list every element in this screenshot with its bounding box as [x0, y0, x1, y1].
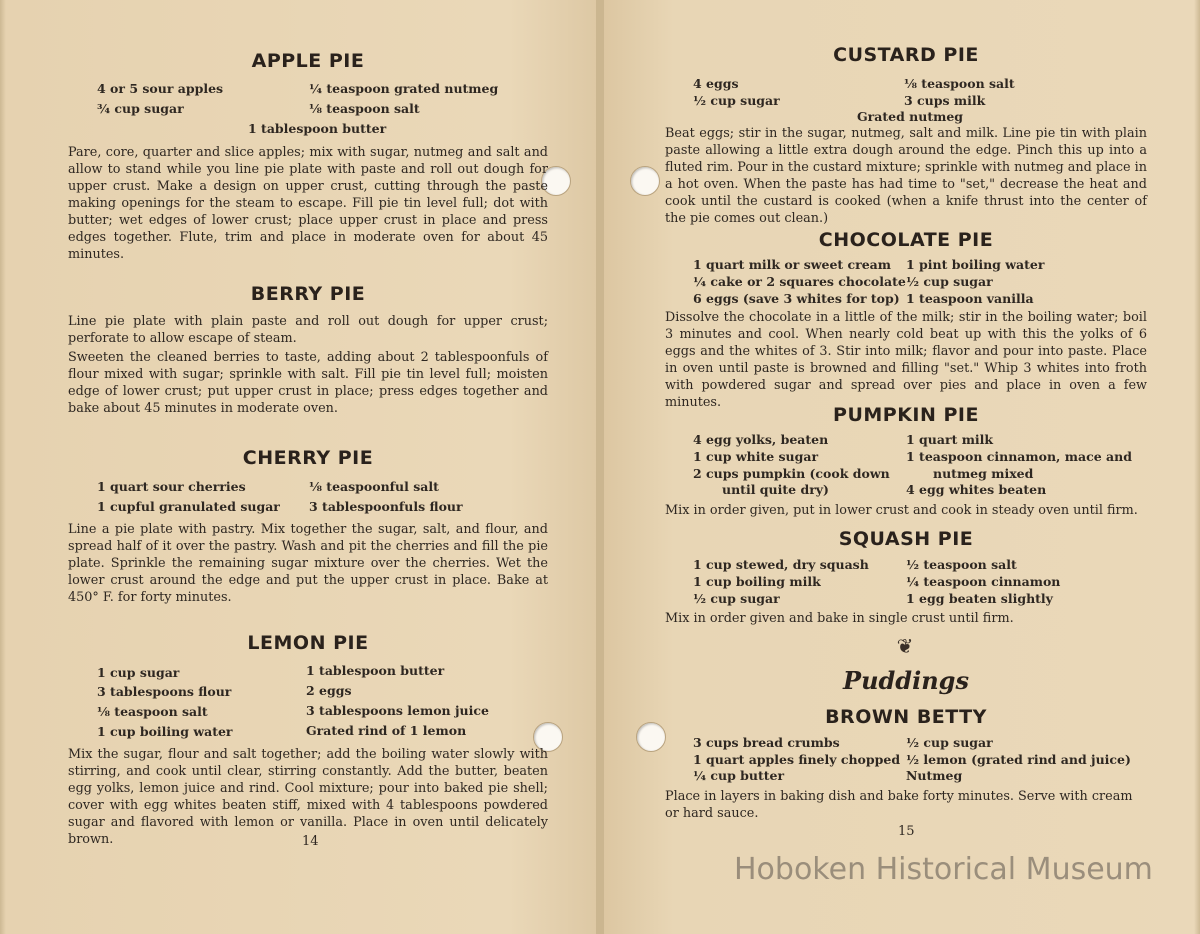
- ingredient: Nutmeg: [906, 768, 963, 783]
- section-title-puddings: Puddings: [843, 666, 969, 695]
- ingredient: ¼ cup butter: [693, 768, 785, 783]
- page-edge: [0, 0, 6, 934]
- ingredient: ¼ teaspoon grated nutmeg: [309, 81, 499, 96]
- ingredient: 4 eggs: [693, 76, 739, 91]
- ingredient: ⅛ teaspoon salt: [97, 704, 208, 719]
- recipe-title-chocolate-pie: CHOCOLATE PIE: [818, 229, 994, 251]
- ingredient: 1 tablespoon butter: [306, 663, 445, 678]
- recipe-title-pumpkin-pie: PUMPKIN PIE: [833, 404, 979, 426]
- ingredient: 1 quart milk or sweet cream: [693, 257, 892, 272]
- ingredient: 1 egg beaten slightly: [906, 591, 1053, 606]
- ingredient: 1 teaspoon vanilla: [906, 291, 1034, 306]
- ingredient: 3 tablespoons lemon juice: [306, 703, 489, 718]
- ingredient: ½ lemon (grated rind and juice): [906, 752, 1131, 767]
- ingredient: 3 tablespoons flour: [97, 684, 232, 699]
- recipe-method: Dissolve the chocolate in a little of the milk; stir in the boiling water; boil 3 minutes and cool. When nearly cold beat up with this the yolks of 6 eggs and the whites of 3. Stir into milk; flavor and pour into paste. Place in oven until paste is browned and filling "set." Whip 3 whites into froth with powdered sugar and spread over pies and place in oven a few minutes.: [665, 310, 1147, 410]
- ingredient: 1 cup white sugar: [693, 449, 819, 464]
- ingredient: ½ teaspoon salt: [906, 557, 1017, 572]
- ingredient: Grated rind of 1 lemon: [306, 723, 467, 738]
- ingredient: ½ cup sugar: [906, 274, 993, 289]
- recipe-method: Pare, core, quarter and slice apples; mix with sugar, nutmeg and salt and allow to stand while you line pie plate with paste and roll out dough for upper crust. Make a design on upper crust, cutting through the paste making openings for the steam to escape. Fill pie tin level full; dot with butter; wet edges of lower crust; place upper crust in place and press edges together. Flute, trim and place in moderate oven for about 45 minutes.: [68, 145, 548, 262]
- ingredient: 4 egg yolks, beaten: [693, 432, 829, 447]
- recipe-title-berry-pie: BERRY PIE: [250, 283, 366, 305]
- ingredient: ½ cup sugar: [693, 591, 780, 606]
- ingredient: 4 egg whites beaten: [906, 482, 1047, 497]
- recipe-method: Line pie plate with plain paste and roll out dough for upper crust; perforate to allow escape of steam.: [68, 314, 548, 346]
- recipe-method: Mix in order given, put in lower crust and cook in steady oven until firm.: [665, 503, 1138, 518]
- page-edge: [1194, 0, 1200, 934]
- recipe-title-custard-pie: CUSTARD PIE: [833, 44, 979, 66]
- ingredient: ½ cup sugar: [693, 93, 780, 108]
- ingredient: 1 cup boiling milk: [693, 574, 821, 589]
- ingredient: 1 pint boiling water: [906, 257, 1045, 272]
- ingredient: 1 cupful granulated sugar: [97, 499, 280, 514]
- ingredient: 2 eggs: [306, 683, 352, 698]
- recipe-title-brown-betty: BROWN BETTY: [825, 706, 987, 728]
- recipe-method: Mix in order given and bake in single crust until firm.: [665, 611, 1014, 626]
- recipe-method: Place in layers in baking dish and bake forty minutes. Serve with cream or hard sauce.: [665, 789, 1133, 821]
- recipe-method: Line a pie plate with pastry. Mix together the sugar, salt, and flour, and spread half of it over the pastry. Wash and pit the cherries and fill the pie plate. Sprinkle the remaining sugar mixture over the cherries. Wet the lower crust around the edge and put the upper crust in place. Bake at 450° F. for forty minutes.: [68, 522, 548, 605]
- ingredient: 1 quart milk: [906, 432, 994, 447]
- page-number: 15: [898, 824, 915, 839]
- binding-hole: [630, 166, 660, 196]
- ingredient: 1 cup boiling water: [97, 724, 233, 739]
- ingredient: until quite dry): [722, 482, 829, 497]
- ingredient: ¼ teaspoon cinnamon: [906, 574, 1061, 589]
- ornament-icon: ❦: [896, 634, 914, 658]
- ingredient: 3 tablespoonfuls flour: [309, 499, 463, 514]
- ingredient: 6 eggs (save 3 whites for top): [693, 291, 900, 306]
- ingredient: 1 quart apples finely chopped: [693, 752, 901, 767]
- ingredient: ¼ cake or 2 squares chocolate: [693, 274, 906, 289]
- recipe-title-cherry-pie: CHERRY PIE: [242, 447, 374, 469]
- page-number: 14: [302, 834, 319, 849]
- ingredient: ½ cup sugar: [906, 735, 993, 750]
- ingredient: 1 quart sour cherries: [97, 479, 246, 494]
- ingredient: 1 teaspoon cinnamon, mace and: [906, 449, 1132, 464]
- binding-hole: [636, 722, 666, 752]
- recipe-title-lemon-pie: LEMON PIE: [247, 632, 369, 654]
- ingredient: 3 cups bread crumbs: [693, 735, 840, 750]
- ingredient: Grated nutmeg: [857, 109, 964, 124]
- ingredient: ¾ cup sugar: [97, 101, 184, 116]
- recipe-method: Sweeten the cleaned berries to taste, adding about 2 tablespoonfuls of flour mixed with sugar; sprinkle with salt. Fill pie tin level full; moisten edge of lower crust; put upper crust in place; press edges together and bake about 45 minutes in moderate oven.: [68, 350, 548, 416]
- ingredient: 1 tablespoon butter: [248, 121, 387, 136]
- recipe-title-squash-pie: SQUASH PIE: [838, 528, 974, 550]
- ingredient: ⅛ teaspoon salt: [309, 101, 420, 116]
- museum-watermark: Hoboken Historical Museum: [734, 852, 1153, 887]
- ingredient: 1 cup stewed, dry squash: [693, 557, 869, 572]
- ingredient: ⅛ teaspoonful salt: [309, 479, 439, 494]
- ingredient: 1 cup sugar: [97, 665, 180, 680]
- recipe-method: Mix the sugar, flour and salt together; add the boiling water slowly with stirring, and cook until clear, stirring constantly. Add the butter, beaten egg yolks, lemon juice and rind. Cool mixture; pour into baked pie shell; cover with egg whites beaten stiff, mixed with 4 tablespoons powdered sugar and flavored with lemon or vanilla. Place in oven until delicately brown.: [68, 747, 548, 847]
- binding-gutter: [596, 0, 604, 934]
- ingredient: 3 cups milk: [904, 93, 986, 108]
- ingredient: 4 or 5 sour apples: [97, 81, 224, 96]
- ingredient: ⅛ teaspoon salt: [904, 76, 1015, 91]
- recipe-method: Beat eggs; stir in the sugar, nutmeg, salt and milk. Line pie tin with plain paste allowing a little extra dough around the edge. Pinch this up into a fluted rim. Pour in the custard mixture; sprinkle with nutmeg and place in a hot oven. When the paste has had time to "set," decrease the heat and cook until the custard is cooked (when a knife thrust into the center of the pie comes out clean.): [665, 126, 1147, 226]
- ingredient: 2 cups pumpkin (cook down: [693, 466, 890, 481]
- ingredient: nutmeg mixed: [933, 466, 1034, 481]
- recipe-title-apple-pie: APPLE PIE: [251, 50, 365, 72]
